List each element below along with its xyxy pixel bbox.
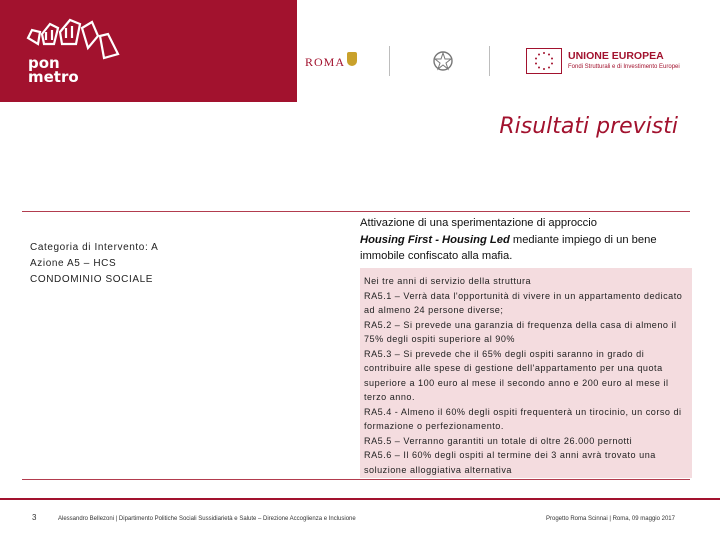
description-italic: Housing First - Housing Led xyxy=(360,233,510,246)
eu-title: UNIONE EUROPEA xyxy=(568,50,664,62)
header-bar xyxy=(0,0,720,102)
logo-text xyxy=(28,56,79,84)
roma-crest-icon xyxy=(347,52,357,66)
pon-metro-logo xyxy=(22,14,132,94)
result-item: RA5.1 – Verrà data l'opportunità di vivere in un appartamento dedicato ad almeno 24 persone diverse; xyxy=(364,290,683,315)
eu-flag-icon xyxy=(526,48,562,74)
result-item: RA5.2 – Si prevede una garanzia di frequenza della casa di almeno il 75% degli ospiti superiore al 90% xyxy=(364,319,677,344)
page-number: 3 xyxy=(32,513,37,522)
result-item: RA5.6 – Il 60% degli ospiti al termine dei 3 anni avrà trovato una soluzione alloggiativa alternativa xyxy=(364,450,656,475)
partner-logos-panel xyxy=(297,0,720,102)
divider-bottom xyxy=(22,479,690,480)
results-intro: Nei tre anni di servizio della struttura xyxy=(364,276,532,286)
italian-republic-emblem-icon xyxy=(432,48,454,74)
result-item: RA5.5 – Verranno garantiti un totale di oltre 26.000 pernotti xyxy=(364,435,633,446)
roma-label: ROMA xyxy=(305,55,346,69)
project-description xyxy=(360,215,700,265)
intervention-category xyxy=(30,240,158,288)
footer-author: Alessandro Bellezoni | Dipartimento Politiche Sociali Sussidiarietà e Salute – Direzione Accoglienza e Inclusione xyxy=(58,516,356,522)
divider-top xyxy=(22,211,690,212)
footer-line xyxy=(0,498,720,500)
divider xyxy=(389,46,390,76)
logo-text-line2: metro xyxy=(28,68,79,86)
category-line: Categoria di Intervento: A xyxy=(30,242,159,253)
result-item: RA5.3 – Si prevede che il 65% degli ospiti saranno in grado di contribuire alle spese di gestione dell'appartamento per una quota superiore a 100 euro al mese il secondo anno e 200 euro al mese il terzo anno. xyxy=(364,348,669,402)
slide-title: Risultati previsti xyxy=(499,114,678,139)
expected-results-box xyxy=(360,268,692,478)
description-part1: Attivazione di una sperimentazione di approccio xyxy=(360,217,597,229)
logo-text-line1: pon xyxy=(28,54,60,72)
description-part2: mediante impiego di un bene immobile confiscato alla mafia. xyxy=(360,233,657,262)
footer-event: Progetto Roma Scinnai | Roma, 09 maggio 2017 xyxy=(546,516,675,522)
action-line: Azione A5 – HCS xyxy=(30,258,117,269)
action-name: CONDOMINIO SOCIALE xyxy=(30,274,154,285)
eu-subtitle: Fondi Strutturali e di Investimento Europei xyxy=(568,64,680,70)
result-item: RA5.4 - Almeno il 60% degli ospiti frequenterà un tirocinio, un corso di formazione o perfezionamento. xyxy=(364,406,682,431)
divider xyxy=(489,46,490,76)
